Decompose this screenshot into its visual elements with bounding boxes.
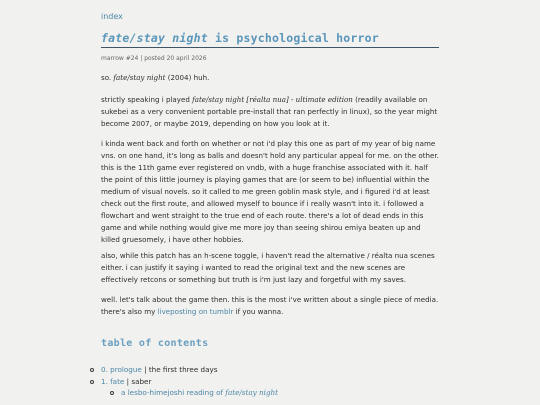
- post-title-rest: is psychological horror: [207, 31, 379, 45]
- paragraph-text: strictly speaking i played: [101, 95, 193, 104]
- toc-separator: |: [141, 365, 149, 374]
- paragraph-patch: also, while this patch has an h-scene toggle, i haven't read the alternative / réalta nua scenes either. i can justify it saying i wanted to read the original text and the new scenes are effectively retcons or something but truth is i'm just lazy and forgetful with my saves.: [101, 251, 435, 284]
- toc-link-fate[interactable]: 1. fate: [101, 376, 125, 386]
- table-of-contents: [101, 364, 439, 399]
- toc-item-prologue: [101, 364, 439, 376]
- index-link[interactable]: index: [101, 12, 123, 21]
- paragraph-emphasis: fate/stay night: [113, 73, 166, 82]
- bullet-circle-icon: [90, 368, 94, 372]
- toc-link-emphasis: fate/stay night: [225, 388, 279, 397]
- paragraph-background: i kinda went back and forth on whether or not i'd play this one as part of my year of big name vns. on one hand, it's long as balls and doesn't hold any particular appeal for me. on the other. this is the 11th game ever registered on vndb, with a huge franchise associated with it. half the point of this little journey is playing games that are (or seem to be) influential within the medium of visual novels. so it called to me green goblin mask style, and i figured i'd at least check out the first route, and allowed myself to bounce if i really wasn't into it. i followed a flowchart and went straight to the true end of each route. there's a lot of dead ends in this game and while nothing would give me more joy than seeing shirou emiya beaten up and killed gruesomely, i have other hobbies.: [101, 139, 439, 244]
- toc-link-text: a lesbo-himejoshi reading of: [121, 388, 226, 397]
- paragraph-liveposting: [101, 294, 439, 318]
- toc-link-reading[interactable]: [121, 388, 278, 397]
- liveposting-link[interactable]: liveposting on tumblr: [157, 307, 234, 316]
- paragraph-text: so.: [101, 73, 114, 82]
- toc-link-prologue[interactable]: 0. prologue: [101, 365, 142, 374]
- post-title: [101, 31, 439, 48]
- toc-heading: table of contents: [101, 338, 209, 349]
- paragraph-emphasis: fate/stay night [réalta nua] - ultimate edition: [192, 95, 353, 104]
- paragraph-intro: [101, 72, 439, 84]
- paragraph-edition: [101, 94, 439, 130]
- post-title-emphasis: fate/stay night: [101, 31, 208, 45]
- paragraph-text: if you wanna.: [233, 307, 284, 316]
- bullet-circle-icon: [110, 391, 114, 395]
- paragraph-text: well. let's talk about the game then. this is the most i've written about a single piece of media. there's also my: [101, 295, 439, 316]
- toc-item-fate: [101, 376, 439, 388]
- toc-separator: |: [124, 376, 132, 386]
- paragraph-text: (readily available on sukebei as a very convenient portable pre-install that ran perfectly in linux), so the year might become 2007, or maybe 2019, depending on how you look at it.: [101, 95, 438, 128]
- bullet-circle-icon: [90, 380, 94, 384]
- post-meta: marrow #24 | posted 20 april 2026: [101, 55, 207, 62]
- paragraph-text: (2004) huh.: [165, 73, 210, 82]
- toc-subitem-reading: [101, 387, 439, 399]
- toc-item-description: the first three days: [148, 365, 218, 374]
- toc-item-description: saber: [131, 376, 152, 386]
